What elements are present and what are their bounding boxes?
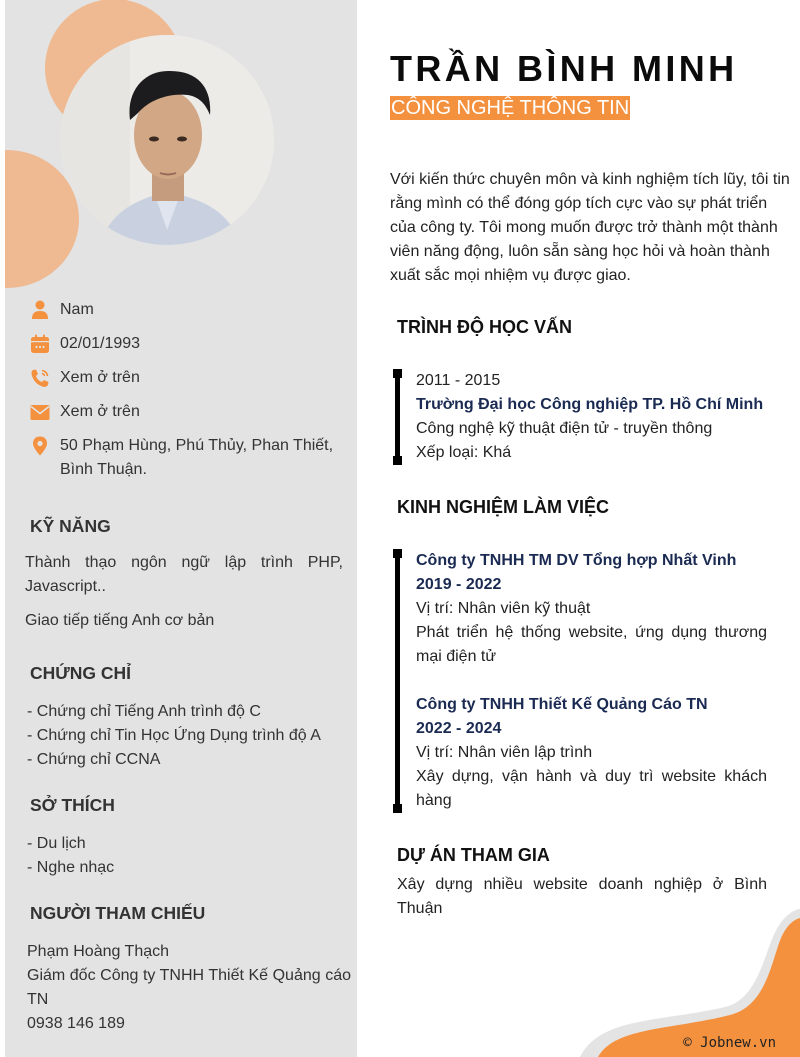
- experience-description: Xây dựng, vận hành và duy trì website khách hàng: [416, 768, 767, 809]
- references-heading: NGƯỜI THAM CHIẾU: [30, 903, 206, 923]
- certificate-item: - Chứng chỉ Tin Học Ứng Dụng trình độ A: [27, 727, 321, 744]
- experience-company: Công ty TNHH TM DV Tổng hợp Nhất Vinh: [416, 552, 737, 569]
- email-icon: [25, 400, 60, 424]
- experience-role: Vị trí: Nhân viên kỹ thuật: [416, 600, 591, 617]
- reference-phone: 0938 146 189: [27, 1015, 125, 1032]
- avatar: [60, 35, 274, 245]
- education-grade: Xếp loại: Khá: [416, 444, 512, 461]
- certificates-section: [25, 663, 343, 772]
- certificate-item: - Chứng chỉ CCNA: [27, 751, 161, 768]
- contact-email: Xem ở trên: [25, 400, 345, 424]
- hobbies-section: [25, 795, 343, 880]
- certificates-heading: CHỨNG CHỈ: [30, 663, 132, 683]
- certificate-item: - Chứng chỉ Tiếng Anh trình độ C: [27, 703, 261, 720]
- sidebar: [5, 0, 357, 1057]
- education-heading: TRÌNH ĐỘ HỌC VẤN: [397, 317, 572, 337]
- experience-role: Vị trí: Nhân viên lập trình: [416, 744, 593, 761]
- reference-name: Phạm Hoàng Thạch: [27, 943, 170, 960]
- experience-description: Phát triển hệ thống website, ứng dụng thương mại điện tử: [416, 624, 767, 665]
- education-period: 2011 - 2015: [416, 372, 501, 389]
- profile-photo: [60, 35, 274, 245]
- experience-heading: KINH NGHIỆM LÀM VIỆC: [397, 497, 610, 517]
- position-title: CÔNG NGHỆ THÔNG TIN: [391, 97, 630, 119]
- phone-icon: [25, 366, 60, 390]
- hobbies-heading: SỞ THÍCH: [30, 795, 115, 815]
- skills-heading: KỸ NĂNG: [30, 516, 111, 536]
- watermark: © Jobnew.vn: [683, 1035, 776, 1051]
- user-icon: [25, 298, 60, 322]
- education-school: Trường Đại học Công nghiệp TP. Hồ Chí Minh: [416, 396, 764, 413]
- reference-role: Giám đốc Công ty TNHH Thiết Kế Quảng cáo TN: [27, 967, 351, 1008]
- experience-company: Công ty TNHH Thiết Kế Quảng Cáo TN: [416, 696, 708, 713]
- skills-section: [25, 516, 343, 633]
- experience-timeline: [395, 549, 767, 813]
- skill-item: Giao tiếp tiếng Anh cơ bản: [25, 612, 215, 629]
- contact-birthday: 02/01/1993: [25, 332, 345, 356]
- contact-gender: Nam: [25, 298, 345, 322]
- education-major: Công nghệ kỹ thuật điện tử - truyền thông: [416, 420, 713, 437]
- contact-address: 50 Phạm Hùng, Phú Thủy, Phan Thiết, Bình Thuận.: [25, 434, 345, 482]
- candidate-name: TRẦN BÌNH MINH: [390, 48, 738, 89]
- calendar-icon: [25, 332, 60, 356]
- location-pin-icon: [25, 434, 60, 458]
- projects-text: Xây dựng nhiều website doanh nghiệp ở Bình Thuận: [397, 876, 767, 917]
- contact-info: [25, 298, 345, 492]
- experience-period: 2022 - 2024: [416, 720, 502, 737]
- projects-heading: DỰ ÁN THAM GIA: [397, 845, 550, 865]
- references-section: [25, 903, 351, 1036]
- hobby-item: - Du lịch: [27, 835, 86, 852]
- education-timeline: [395, 369, 767, 465]
- skill-item: Thành thạo ngôn ngữ lập trình PHP, Javascript..: [25, 554, 343, 595]
- experience-period: 2019 - 2022: [416, 576, 502, 593]
- contact-phone: Xem ở trên: [25, 366, 345, 390]
- hobby-item: - Nghe nhạc: [27, 859, 115, 876]
- career-summary: Với kiến thức chuyên môn và kinh nghiệm tích lũy, tôi tin rằng mình có thể đóng góp tích cực vào sự phát triển của công ty. Tôi mong muốn được trở thành một thành viên năng động, luôn sẵn sàng học hỏi và hoàn thành xuất sắc mọi nhiệm vụ được giao.: [390, 171, 790, 284]
